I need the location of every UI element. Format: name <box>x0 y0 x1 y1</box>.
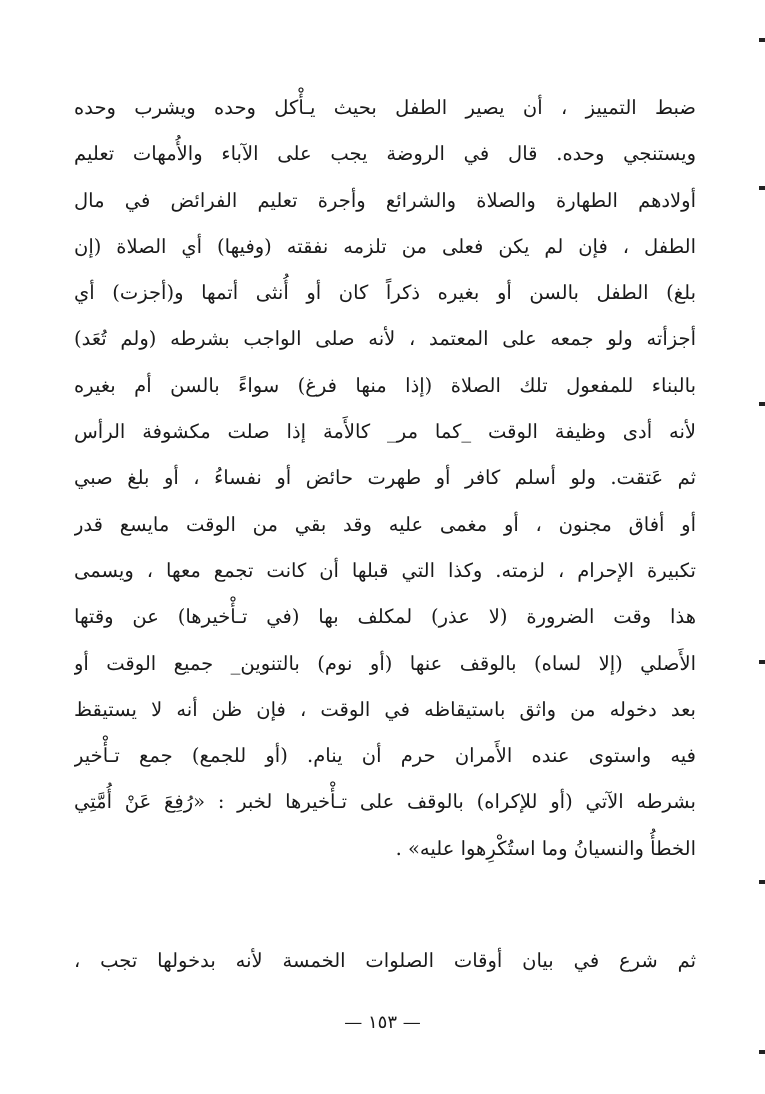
text-line: تكبيرة الإحرام ، لزمته. وكذا التي قبلها أن كانت تجمع معها ، ويسمى <box>74 558 696 582</box>
edge-mark <box>759 880 765 884</box>
second-paragraph <box>74 938 696 984</box>
text-line: أولادهم الطهارة والصلاة والشرائع وأجرة تعليم الفرائض في مال <box>74 188 696 212</box>
text-line: ويستنجي وحده. قال في الروضة يجب على الآباء والأُمهات تعليم <box>74 142 696 166</box>
text-line: ثم شرع في بيان أوقات الصلوات الخمسة لأنه بدخولها تجب ، <box>74 949 696 972</box>
edge-mark <box>759 1050 765 1054</box>
edge-mark <box>759 402 765 406</box>
edge-mark <box>759 38 765 42</box>
text-line: أجزأته ولو جمعه على المعتمد ، لأنه صلى الواجب بشرطه (ولم تُعَد) <box>74 327 696 351</box>
text-line: ضبط التمييز ، أن يصير الطفل بحيث يـأْكل وحده ويشرب وحده <box>74 96 696 119</box>
page-number: — ١٥٣ — <box>344 1012 421 1033</box>
text-line: بلغ) الطفل بالسن أو بغيره ذكراً كان أو أُنثى أتمها و(أجزت) أي <box>74 281 696 305</box>
text-line: أو أفاق مجنون ، أو مغمى عليه وقد بقي من الوقت مايسع قدر <box>74 512 696 536</box>
edge-mark <box>759 660 765 664</box>
text-line: فيه واستوى عنده الأَمران حرم أن ينام. (أو للجمع) جمع تـأْخير <box>74 744 696 768</box>
edge-mark <box>759 186 765 190</box>
text-line: بعد دخوله من واثق باستيقاظه في الوقت ، فإن ظن أنه لا يستيقظ <box>74 697 696 721</box>
text-line: الخطأُ والنسيانُ وما استُكْرِهوا عليه» . <box>395 836 696 860</box>
text-line: الأَصلي (إلا لساه) بالوقف عنها (أو نوم) بالتنوين_ جميع الوقت أو <box>74 651 696 675</box>
text-line: هذا وقت الضرورة (لا عذر) لمكلف بها (في تـأْخيرها) عن وقتها <box>74 605 696 629</box>
text-line: بالبناء للمفعول تلك الصلاة (إذا منها فرغ) سواءً بالسن أم بغيره <box>74 373 696 397</box>
text-line: الطفل ، فإن لم يكن فعلى من تلزمه نفقته (وفيها) أي الصلاة (إن <box>74 234 696 258</box>
main-paragraph <box>74 85 696 872</box>
text-line: لأنه أدى وظيفة الوقت _كما مر_ كالأَمة إذا صلت مكشوفة الرأس <box>74 420 696 444</box>
text-line: ثم عَتقت. ولو أسلم كافر أو طهرت حائض أو نفساءُ ، أو بلغ صبي <box>74 466 696 490</box>
text-line: بشرطه الآتي (أو للإكراه) بالوقف على تـأْخيرها لخبر : «رُفِعَ عَنْ أُمَّتِي <box>74 790 696 814</box>
